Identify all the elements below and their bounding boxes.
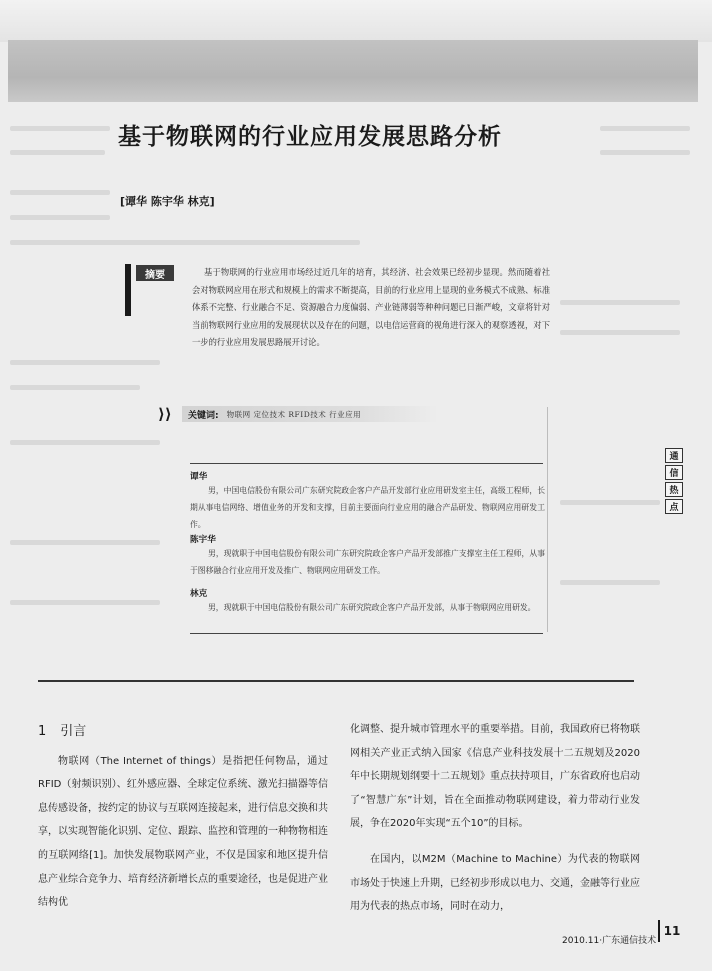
top-margin <box>0 0 712 42</box>
section-title: 引言 <box>60 724 87 739</box>
side-tab-char: 热 <box>665 482 683 497</box>
author-bio <box>190 587 545 616</box>
divider <box>547 407 548 632</box>
bio-name: 林克 <box>190 589 208 599</box>
bio-text: 男，中国电信股份有限公司广东研究院政企客户产品开发部行业应用研发室主任，高级工程师，长期从事电信网络、增值业务的开发和支撑，目前主要面向行业应用的融合产品研发、物联网应用研发工作。 <box>190 486 545 529</box>
section-divider <box>38 680 634 682</box>
bio-text: 男，现就职于中国电信股份有限公司广东研究院政企客户产品开发部，从事于物联网应用研发。 <box>208 603 536 612</box>
author-bio <box>190 470 545 533</box>
abstract-label: 摘要 <box>136 265 174 281</box>
bio-divider-bottom <box>190 633 543 634</box>
keywords-box <box>182 406 438 422</box>
side-tab-char: 点 <box>665 499 683 514</box>
side-tab-char: 通 <box>665 448 683 463</box>
ghost-line <box>600 126 690 131</box>
article-authors: [谭华 陈宇华 林克] <box>120 195 215 208</box>
bio-name: 谭华 <box>190 472 208 482</box>
abstract-marker <box>125 264 131 316</box>
author-bio <box>190 533 545 579</box>
abstract-text: 基于物联网的行业应用市场经过近几年的培育，其经济、社会效果已经初步显现。然而随着社会对物联网应用在形式和规模上的需求不断提高，目前的行业应用上显现的业务模式不成熟、标准体系不完整、行业融合不足、资源融合力度偏弱、产业链薄弱等种种问题已日渐严峻，文章将针对当前物联网行业应用的发展现状以及存在的问题，以电信运营商的视角进行深入的观察透视，对下一步的行业应用发展思路展开讨论。 <box>192 267 550 348</box>
ghost-line <box>560 330 680 335</box>
journal-footer: 2010.11·广东通信技术 <box>562 936 657 946</box>
ghost-line <box>10 440 160 445</box>
double-chevron-icon: ⟩⟩ <box>158 405 172 423</box>
bio-text: 男，现就职于中国电信股份有限公司广东研究院政企客户产品开发部推广支撑室主任工程师，从事于图移融合行业应用开发及推广、物联网应用研发工作。 <box>190 549 545 575</box>
ghost-line <box>10 190 110 195</box>
ghost-line <box>10 126 110 131</box>
ghost-line <box>10 600 160 605</box>
ghost-line <box>10 385 140 390</box>
bio-divider-top <box>190 463 543 464</box>
section-number: 1 <box>38 724 47 739</box>
section-heading <box>38 720 328 744</box>
body-paragraph: 在国内，以M2M（Machine to Machine）为代表的物联网市场处于快速上升期，已经初步形成以电力、交通，金融等行业应用为代表的热点市场，同时在动力， <box>350 853 640 913</box>
body-column-right <box>350 718 640 919</box>
keywords-label: 关键词: <box>188 410 219 421</box>
section-side-tab <box>665 448 685 514</box>
side-tab-char: 信 <box>665 465 683 480</box>
keywords-row <box>158 405 438 423</box>
ghost-line <box>10 360 160 365</box>
header-band <box>8 40 698 102</box>
body-paragraph: 化调整、提升城市管理水平的重要举措。目前，我国政府已将物联网相关产业正式纳入国家《信息产业科技发展十二五规划及2020年中长期规划纲要十二五规划》重点扶持项目，广东省政府也启动了“智慧广东”计划，旨在全面推动物联网建设，着力带动行业发展，争在2020年实现“五个10”的目标。 <box>350 724 640 830</box>
body-paragraph: 物联网（The Internet of things）是指把任何物品，通过RFID（射频识别）、红外感应器、全球定位系统、激光扫描器等信息传感设备，按约定的协议与互联网连接起来，进行信息交换和共享，以实现智能化识别、定位、跟踪、监控和管理的一种物物相连的互联网络[1]。加快发展物联网产业，不仅是国家和地区提升信息产业综合竞争力、培育经济新增长点的重要途径，也是促进产业结构优 <box>38 755 328 909</box>
bio-name: 陈宇华 <box>190 535 216 545</box>
ghost-line <box>560 500 660 505</box>
keywords-text: 物联网 定位技术 RFID技术 行业应用 <box>226 409 362 419</box>
ghost-line <box>600 150 690 155</box>
article-title: 基于物联网的行业应用发展思路分析 <box>118 124 502 150</box>
ghost-line <box>10 240 360 245</box>
ghost-line <box>560 580 660 585</box>
ghost-line <box>560 300 680 305</box>
page-number: 11 <box>658 920 684 942</box>
ghost-line <box>10 150 105 155</box>
ghost-line <box>10 540 160 545</box>
body-column-left <box>38 720 328 915</box>
ghost-line <box>10 215 110 220</box>
